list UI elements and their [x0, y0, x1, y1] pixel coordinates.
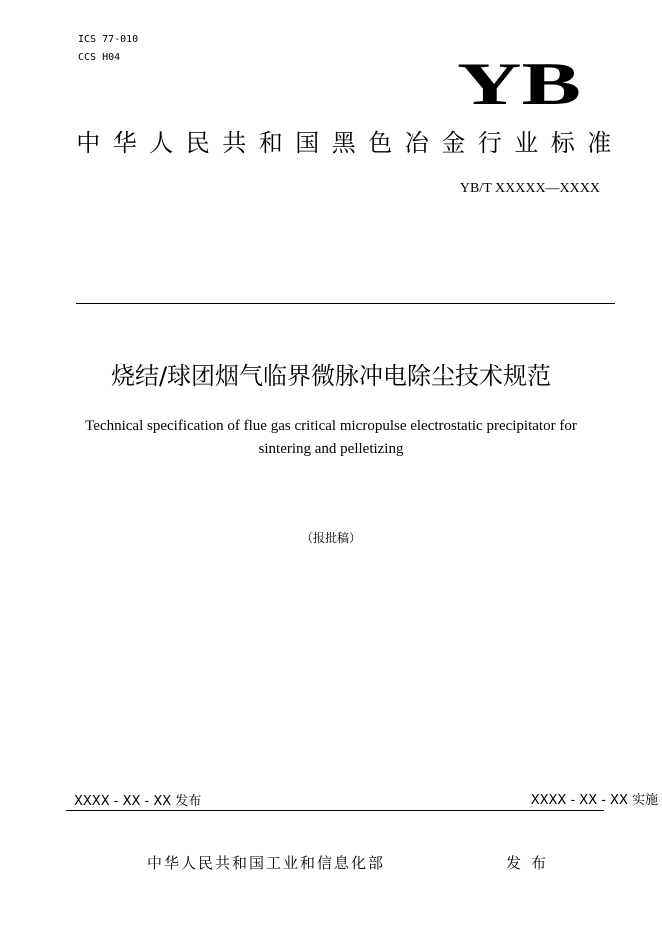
issuing-authority: 中华人民共和国工业和信息化部 [147, 854, 386, 872]
footer-divider [66, 810, 604, 811]
yb-logo [454, 54, 584, 110]
publish-label: 发布 [506, 854, 557, 872]
industry-standard-title: 中华人民共和国黑色冶金行业标准 [76, 129, 624, 157]
standard-number: YB/T XXXXX—XXXX [459, 181, 600, 196]
ccs-code: CCS H04 [78, 52, 121, 63]
ics-code: ICS 77-010 [78, 34, 139, 45]
svg-text:YB: YB [457, 54, 581, 110]
header-divider [76, 303, 615, 304]
document-title-english: Technical specification of flue gas critical micropulse electrostatic precipitator for sintering and pelletizing [85, 418, 577, 457]
draft-status-note: （报批稿） [300, 531, 361, 545]
issue-date: XXXX - XX - XX 发布 [74, 794, 202, 809]
implementation-date: XXXX - XX - XX 实施 [530, 793, 658, 808]
document-title-chinese: 烧结/球团烟气临界微脉冲电除尘技术规范 [110, 362, 552, 390]
